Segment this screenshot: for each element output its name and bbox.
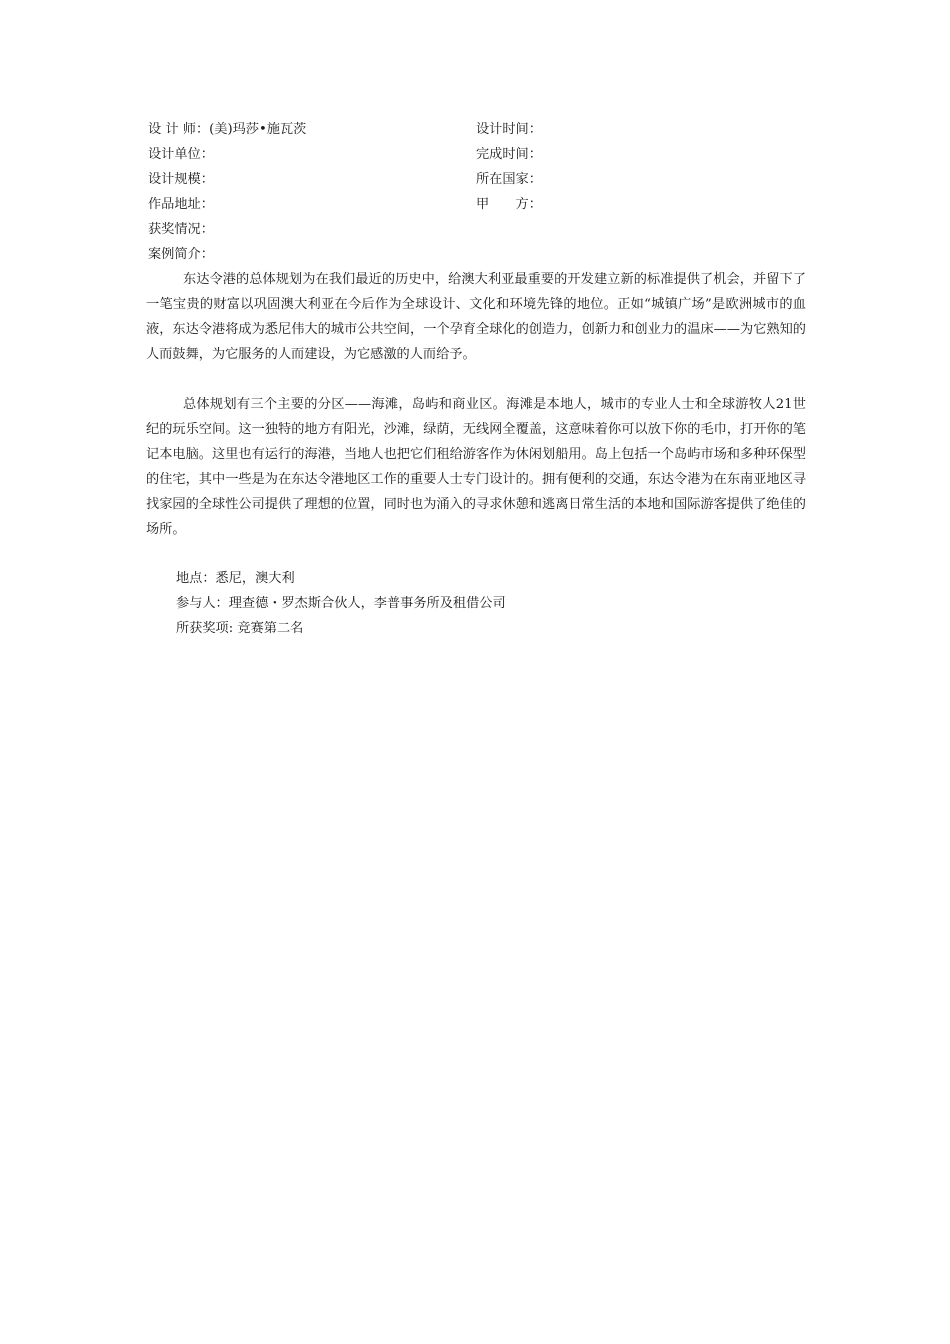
design-scale-field: 设计规模：	[148, 172, 214, 187]
participants-line: 参与人：理查德・罗杰斯合伙人，李普事务所及租借公司	[176, 596, 506, 611]
completion-time-field: 完成时间：	[476, 147, 542, 162]
intro-paragraph-1: 东达令港的总体规划为在我们最近的历史中，给澳大利亚最重要的开发建立新的标准提供了机会，并留下了一笔宝贵的财富以巩固澳大利亚在今后作为全球设计、文化和环境先锋的地位。正如“城镇广场”是欧洲城市的血液，东达令港将成为悉尼伟大的城市公共空间，一个孕育全球化的创造力，创新力和创业力的温床——为它熟知的人而鼓舞，为它服务的人而建设，为它感激的人而给予。	[146, 272, 806, 362]
intro-paragraph-2: 总体规划有三个主要的分区——海滩，岛屿和商业区。海滩是本地人，城市的专业人士和全球游牧人21世纪的玩乐空间。这一独特的地方有阳光，沙滩，绿荫，无线网全覆盖，这意味着你可以放下你的毛巾，打开你的笔记本电脑。这里也有运行的海港，当地人也把它们租给游客作为休闲划船用。岛上包括一个岛屿市场和多种环保型的住宅，其中一些是为在东达令港地区工作的重要人士专门设计的。拥有便利的交通，东达令港为在东南亚地区寻找家园的全球性公司提供了理想的位置，同时也为涌入的寻求休憩和逃离日常生活的本地和国际游客提供了绝佳的场所。	[146, 397, 806, 537]
location-line: 地点：悉尼，澳大利	[176, 571, 295, 586]
designer-field: 设 计 师：(美)玛莎•施瓦茨	[148, 122, 307, 137]
country-field: 所在国家：	[476, 172, 542, 187]
award-line: 所获奖项: 竞赛第二名	[176, 621, 304, 636]
case-intro-heading: 案例简介：	[148, 247, 214, 262]
design-time-field: 设计时间：	[476, 122, 542, 137]
work-address-field: 作品地址：	[148, 197, 214, 212]
client-field: 甲 方：	[476, 197, 542, 212]
design-unit-field: 设计单位：	[148, 147, 214, 162]
awards-status-field: 获奖情况：	[148, 222, 214, 237]
